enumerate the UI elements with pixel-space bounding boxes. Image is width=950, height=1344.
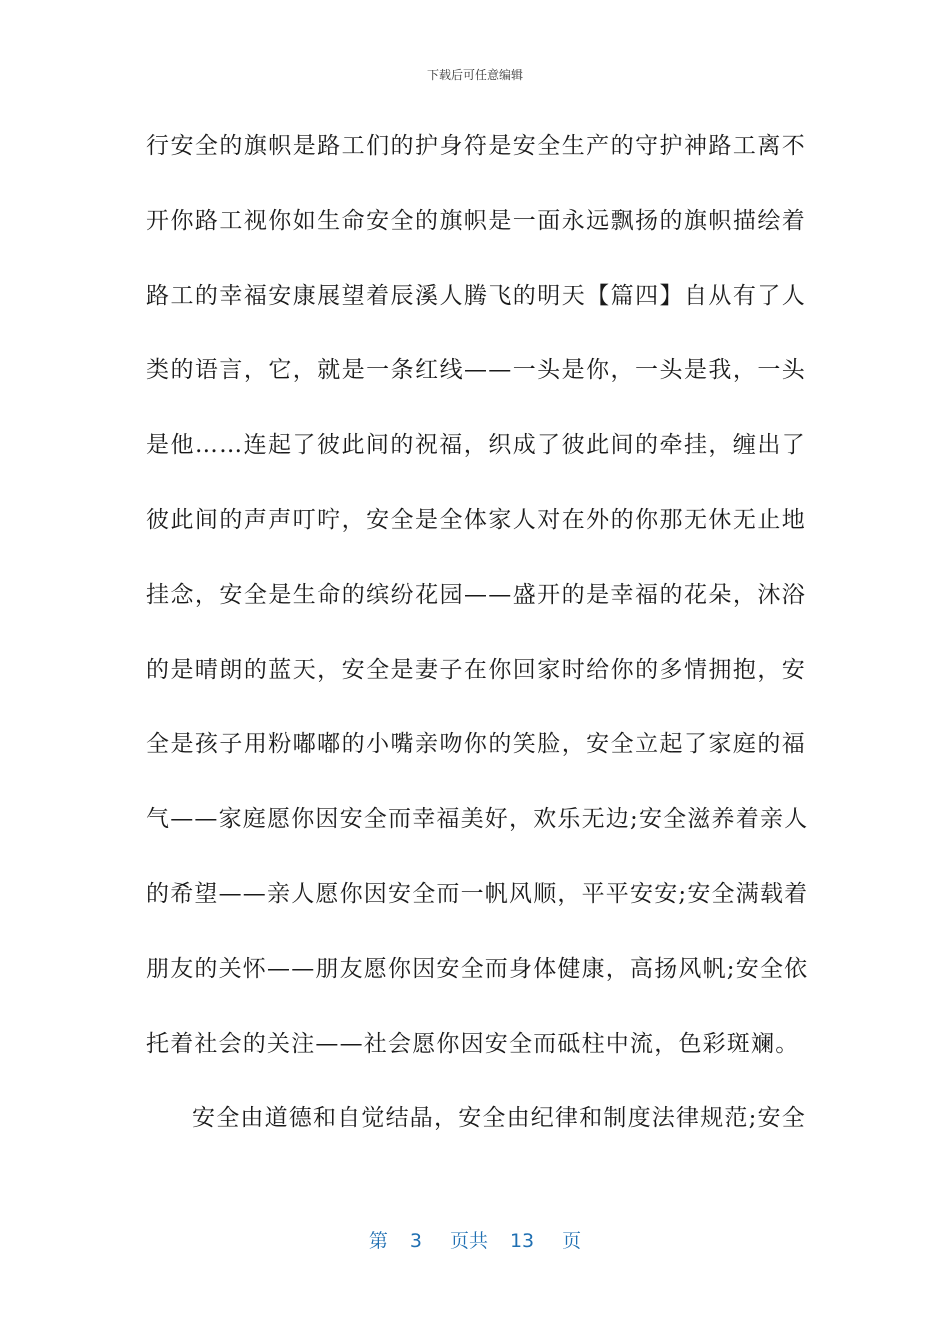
text-line: 的希望——亲人愿你因安全而一帆风顺，平平安安;安全满载着 — [146, 880, 809, 907]
page-suffix: 页 — [562, 1230, 582, 1252]
text-line: 彼此间的声声叮咛，安全是全体家人对在外的你那无休无止地 — [146, 506, 806, 533]
total-pages-number: 13 — [509, 1230, 535, 1252]
text-line: 类的语言，它，就是一条红线——一头是你，一头是我，一头 — [146, 357, 806, 384]
text-line: 是他……连起了彼此间的祝福，织成了彼此间的牵挂，缠出了 — [146, 432, 806, 459]
page-middle-label: 页共 — [449, 1230, 488, 1252]
paragraph-first-line: 安全由道德和自觉结晶，安全由纪律和制度法律规范;安全 — [192, 1105, 806, 1132]
text-line: 开你路工视你如生命安全的旗帜是一面永远飘扬的旗帜描绘着 — [146, 207, 806, 234]
text-line: 全是孩子用粉嘟嘟的小嘴亲吻你的笑脸，安全立起了家庭的福 — [146, 731, 806, 758]
text-line: 挂念，安全是生命的缤纷花园——盛开的是幸福的花朵，沐浴 — [146, 581, 806, 608]
header-note: 下载后可任意编辑 — [426, 68, 523, 82]
text-line: 朋友的关怀——朋友愿你因安全而身体健康，高扬风帆;安全依 — [146, 955, 809, 982]
text-line: 行安全的旗帜是路工们的护身符是安全生产的守护神路工离不 — [146, 133, 806, 159]
current-page-number: 3 — [409, 1230, 422, 1252]
page-number-footer — [0, 1226, 950, 1253]
text-line: 托着社会的关注——社会愿你因安全而砥柱中流，色彩斑斓。 — [146, 1030, 800, 1057]
text-line: 的是晴朗的蓝天，安全是妻子在你回家时给你的多情拥抱，安 — [146, 656, 806, 683]
text-line: 气——家庭愿你因安全而幸福美好，欢乐无边;安全滋养着亲人 — [146, 806, 809, 833]
document-body — [146, 126, 809, 1173]
text-line: 路工的幸福安康展望着辰溪人腾飞的明天【篇四】自从有了人 — [146, 282, 806, 309]
page-prefix: 第 — [368, 1230, 388, 1252]
